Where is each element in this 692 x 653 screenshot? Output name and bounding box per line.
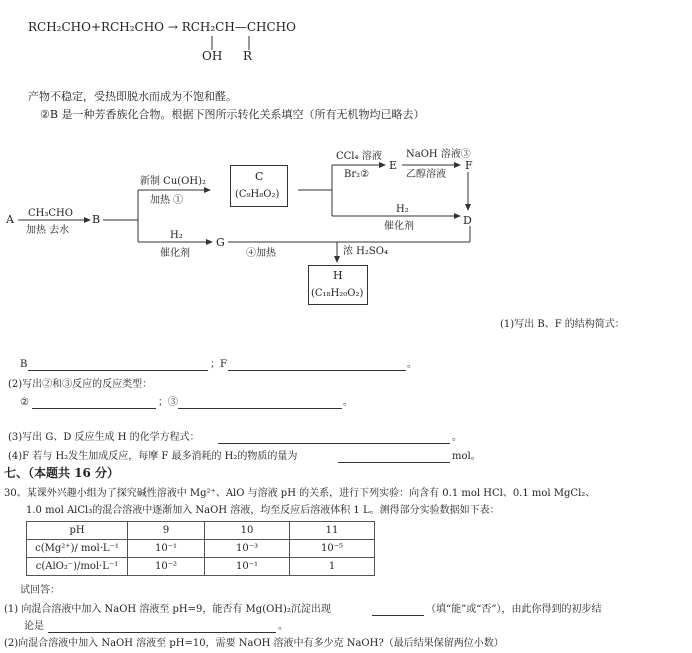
table-row <box>27 558 375 576</box>
node-a: A <box>6 213 14 226</box>
q30-line-2: 1.0 mol AlCl₃的混合溶液中逐渐加入 NaOH 溶液，均至反应后溶液体积 1 L。测得部分实验数据如下表： <box>26 505 500 516</box>
data-table <box>26 521 375 576</box>
node-h: H <box>333 269 343 282</box>
sq1-blank-2[interactable] <box>48 620 276 633</box>
node-c-box <box>230 165 288 207</box>
sub-question-1-cont: （填“能”或“否”），由此你得到的初步结 <box>426 604 602 615</box>
reaction-oh: OH <box>202 49 223 63</box>
reagent-a-top: CH₃CHO <box>28 208 73 219</box>
reagent-3-bottom: 乙醇溶液 <box>406 169 446 180</box>
reaction-equation: RCH₂CHO+RCH₂CHO → RCH₂CH—CHCHO <box>28 20 296 34</box>
q1-end: 。 <box>407 359 417 370</box>
reagent-5-bottom: 催化剂 <box>160 248 190 259</box>
table-cell: 10⁻² <box>128 558 205 576</box>
q2-a-blank[interactable] <box>32 396 156 409</box>
reagent-6-right: 浓 H₂SO₄ <box>343 246 388 257</box>
reagent-5-top: H₂ <box>170 230 183 241</box>
question-2: (2)写出②和③反应的反应类型： <box>8 379 153 390</box>
sub-question-1-end: 。 <box>278 621 288 632</box>
sq1-blank-1[interactable] <box>372 603 424 616</box>
table-header-cell: pH <box>27 522 128 540</box>
sub-question-2: (2)向混合溶液中加入 NaOH 溶液至 pH=10，需要 NaOH 溶液中有多少克 NaOH?（最后结果保留两位小数） <box>4 638 504 649</box>
node-g: G <box>216 236 225 249</box>
table-cell: 10⁻¹ <box>128 540 205 558</box>
table-header-cell: 10 <box>205 522 290 540</box>
q1-b-blank[interactable] <box>28 358 208 371</box>
q2-b-blank[interactable] <box>178 396 342 409</box>
reagent-2-top: CCl₄ 溶液 <box>336 151 382 162</box>
section-heading: 七、（本题共 16 分） <box>4 466 120 480</box>
node-f: F <box>465 159 473 172</box>
reagent-6-left: ④加热 <box>246 248 276 259</box>
reagent-1-top: 新制 Cu(OH)₂ <box>140 176 207 187</box>
q4-end: mol。 <box>452 451 481 462</box>
table-cell: 10⁻¹ <box>205 558 290 576</box>
sub-question-1-conclusion: 论是 <box>24 621 44 632</box>
q3-blank[interactable] <box>218 431 450 444</box>
q1-f-blank[interactable] <box>228 358 406 371</box>
reagent-1-bottom: 加热 ① <box>150 195 184 206</box>
q1-f-label: ；F <box>210 359 227 370</box>
reagent-4-bottom: 催化剂 <box>384 221 414 232</box>
q3-end: 。 <box>452 432 462 443</box>
table-cell: 10⁻³ <box>205 540 290 558</box>
q2-b-label: ；③ <box>158 397 178 408</box>
question-3: (3)写出 G、D 反应生成 H 的化学方程式： <box>8 432 200 443</box>
q1-b-label: B <box>20 359 28 370</box>
q4-blank[interactable] <box>338 450 450 463</box>
reagent-4-top: H₂ <box>396 204 409 215</box>
node-h-box <box>308 265 368 305</box>
table-header-cell: 11 <box>290 522 375 540</box>
node-c: C <box>255 170 264 183</box>
q2-end: 。 <box>343 397 353 408</box>
table-cell: c(Mg²⁺)/ mol·L⁻¹ <box>27 540 128 558</box>
table-row <box>27 540 375 558</box>
reagent-a-bottom: 加热 去水 <box>26 225 70 236</box>
table-header-row <box>27 522 375 540</box>
node-d: D <box>463 214 472 227</box>
table-cell: c(AlO₂⁻)/mol·L⁻¹ <box>27 558 128 576</box>
q30-line-1: 30、某课外兴趣小组为了探究碱性溶液中 Mg²⁺、AlO 与溶液 pH 的关系，进行下列实验：向含有 0.1 mol HCl、0.1 mol MgCl₂、 <box>4 488 596 499</box>
table-cell: 10⁻⁵ <box>290 540 375 558</box>
q2-a-label: ② <box>20 397 29 408</box>
reagent-2-bottom: Br₂② <box>344 169 370 180</box>
reaction-r: R <box>243 49 253 63</box>
node-b: B <box>92 213 101 226</box>
node-c-formula: (C₉H₈O₂) <box>235 189 280 200</box>
note-line-1: 产物不稳定，受热即脱水而成为不饱和醛。 <box>28 90 237 103</box>
table-cell: 1 <box>290 558 375 576</box>
table-header-cell: 9 <box>128 522 205 540</box>
question-4: (4)F 若与 H₂发生加成反应，每摩 F 最多消耗的 H₂的物质的量为 <box>8 451 298 462</box>
note-line-2: ②B 是一种芳香族化合物。根据下图所示转化关系填空（所有无机物均已略去） <box>40 108 425 121</box>
node-e: E <box>389 159 398 172</box>
answer-prompt: 试回答： <box>20 585 60 596</box>
reagent-3-top: NaOH 溶液③ <box>406 149 471 160</box>
question-1: (1)写出 B、F 的结构简式： <box>500 319 625 330</box>
node-h-formula: (C₁₈H₂₀O₂) <box>311 288 364 299</box>
sub-question-1: (1) 向混合溶液中加入 NaOH 溶液至 pH=9，能否有 Mg(OH)₂沉淀出现 <box>4 604 331 615</box>
